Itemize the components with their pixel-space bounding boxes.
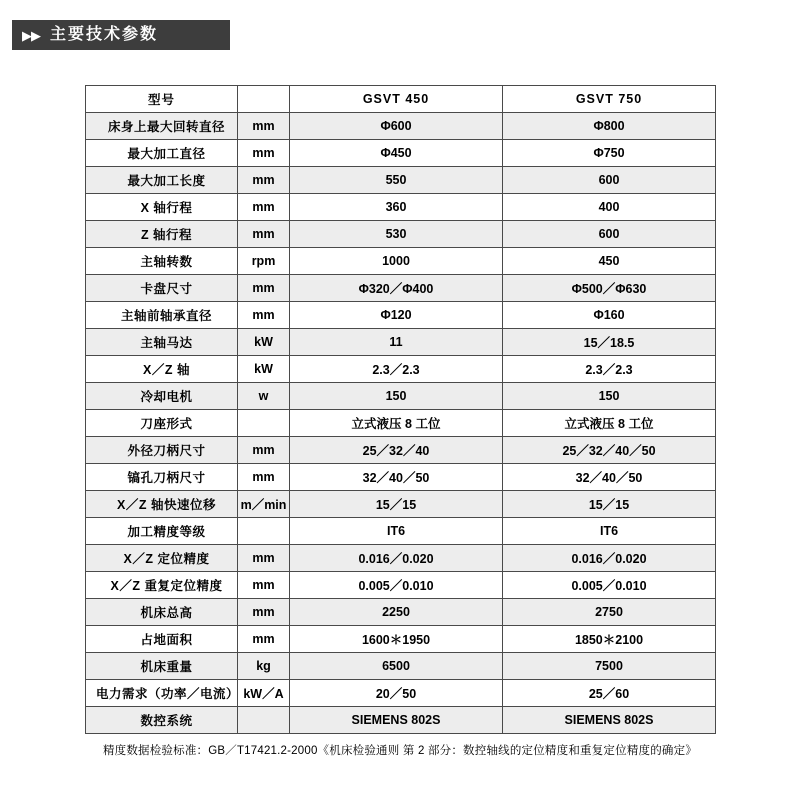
specifications-table (85, 85, 716, 734)
row-unit: mm (238, 599, 290, 626)
row-unit: kW／A (238, 680, 290, 707)
row-label: 机床重量 (86, 653, 238, 680)
accuracy-standard-footnote: 精度数据检验标准：GB／T17421.2-2000《机床检验通则 第 2 部分：数控轴线的定位精度和重复定位精度的确定》 (102, 745, 698, 757)
row-label: 外径刀柄尺寸 (86, 437, 238, 464)
table-row (86, 194, 716, 221)
row-unit: kg (238, 653, 290, 680)
row-label: 机床总高 (86, 599, 238, 626)
row-value-gsvt450: 0.016／0.020 (290, 545, 503, 572)
row-value-gsvt750: SIEMENS 802S (503, 707, 716, 734)
row-unit: w (238, 383, 290, 410)
row-label: 电力需求（功率／电流） (86, 680, 238, 707)
row-value-gsvt450: 550 (290, 167, 503, 194)
row-unit: mm (238, 302, 290, 329)
row-value-gsvt450: 360 (290, 194, 503, 221)
row-value-gsvt750: 400 (503, 194, 716, 221)
row-unit: mm (238, 113, 290, 140)
row-value-gsvt450: 25／32／40 (290, 437, 503, 464)
row-value-gsvt750: 450 (503, 248, 716, 275)
row-value-gsvt450: 20／50 (290, 680, 503, 707)
row-label: 冷却电机 (86, 383, 238, 410)
row-value-gsvt450: 6500 (290, 653, 503, 680)
row-label: 最大加工直径 (86, 140, 238, 167)
row-unit: mm (238, 464, 290, 491)
table-row (86, 653, 716, 680)
row-label: X／Z 定位精度 (86, 545, 238, 572)
table-row (86, 707, 716, 734)
row-unit: mm (238, 140, 290, 167)
row-unit: mm (238, 545, 290, 572)
table-row (86, 383, 716, 410)
table-row (86, 491, 716, 518)
table-row (86, 140, 716, 167)
row-unit: mm (238, 167, 290, 194)
double-arrow-icon: ▶▶ (22, 27, 40, 43)
table-row (86, 275, 716, 302)
row-value-gsvt450: 15／15 (290, 491, 503, 518)
row-label: 占地面积 (86, 626, 238, 653)
row-value-gsvt750: Φ500／Φ630 (503, 275, 716, 302)
column-header-gsvt450: GSVT 450 (290, 86, 503, 113)
row-value-gsvt750: 0.016／0.020 (503, 545, 716, 572)
section-title: 主要技术参数 (50, 26, 159, 43)
row-unit: m／min (238, 491, 290, 518)
row-unit: mm (238, 194, 290, 221)
row-label: Z 轴行程 (86, 221, 238, 248)
table-row (86, 518, 716, 545)
row-value-gsvt450: 0.005／0.010 (290, 572, 503, 599)
row-value-gsvt750: Φ800 (503, 113, 716, 140)
section-banner (12, 20, 230, 50)
row-unit (238, 518, 290, 545)
table-row (86, 167, 716, 194)
row-value-gsvt450: Φ120 (290, 302, 503, 329)
table-row (86, 248, 716, 275)
row-unit: mm (238, 626, 290, 653)
row-label: 加工精度等级 (86, 518, 238, 545)
row-value-gsvt450: SIEMENS 802S (290, 707, 503, 734)
row-value-gsvt750: Φ160 (503, 302, 716, 329)
row-value-gsvt750: 25／60 (503, 680, 716, 707)
row-value-gsvt450: 150 (290, 383, 503, 410)
table-row (86, 113, 716, 140)
row-value-gsvt750: 25／32／40／50 (503, 437, 716, 464)
row-label: 刀座形式 (86, 410, 238, 437)
row-value-gsvt450: 530 (290, 221, 503, 248)
row-value-gsvt750: 7500 (503, 653, 716, 680)
table-header-row (86, 86, 716, 113)
row-value-gsvt450: IT6 (290, 518, 503, 545)
row-value-gsvt450: 2.3／2.3 (290, 356, 503, 383)
table-row (86, 356, 716, 383)
row-label: X／Z 轴 (86, 356, 238, 383)
row-value-gsvt750: 2750 (503, 599, 716, 626)
row-value-gsvt750: 150 (503, 383, 716, 410)
row-value-gsvt750: 600 (503, 221, 716, 248)
row-value-gsvt450: 2250 (290, 599, 503, 626)
row-label: 主轴转数 (86, 248, 238, 275)
column-header-gsvt750: GSVT 750 (503, 86, 716, 113)
table-row (86, 410, 716, 437)
column-header-model: 型号 (86, 86, 238, 113)
row-value-gsvt750: 1850＊2100 (503, 626, 716, 653)
row-value-gsvt750: 2.3／2.3 (503, 356, 716, 383)
table-row (86, 545, 716, 572)
row-value-gsvt750: 立式液压 8 工位 (503, 410, 716, 437)
row-label: X／Z 重复定位精度 (86, 572, 238, 599)
row-label: 数控系统 (86, 707, 238, 734)
row-label: 卡盘尺寸 (86, 275, 238, 302)
row-unit: mm (238, 437, 290, 464)
row-value-gsvt450: 1600＊1950 (290, 626, 503, 653)
table-row (86, 680, 716, 707)
row-unit: rpm (238, 248, 290, 275)
row-unit (238, 410, 290, 437)
row-label: 床身上最大回转直径 (86, 113, 238, 140)
column-header-unit (238, 86, 290, 113)
row-value-gsvt450: 1000 (290, 248, 503, 275)
row-label: X 轴行程 (86, 194, 238, 221)
table-row (86, 626, 716, 653)
row-label: X／Z 轴快速位移 (86, 491, 238, 518)
row-unit: mm (238, 572, 290, 599)
row-value-gsvt750: IT6 (503, 518, 716, 545)
row-label: 主轴前轴承直径 (86, 302, 238, 329)
row-value-gsvt750: 32／40／50 (503, 464, 716, 491)
row-value-gsvt750: 600 (503, 167, 716, 194)
row-value-gsvt450: Φ600 (290, 113, 503, 140)
row-label: 镐孔刀柄尺寸 (86, 464, 238, 491)
row-label: 主轴马达 (86, 329, 238, 356)
row-value-gsvt750: 15／15 (503, 491, 716, 518)
table-row (86, 221, 716, 248)
specifications-table-wrap (85, 85, 715, 734)
row-value-gsvt450: 32／40／50 (290, 464, 503, 491)
row-unit: mm (238, 275, 290, 302)
table-row (86, 572, 716, 599)
row-value-gsvt450: Φ320／Φ400 (290, 275, 503, 302)
row-unit: mm (238, 221, 290, 248)
table-row (86, 437, 716, 464)
row-value-gsvt450: 立式液压 8 工位 (290, 410, 503, 437)
row-label: 最大加工长度 (86, 167, 238, 194)
row-value-gsvt750: Φ750 (503, 140, 716, 167)
row-value-gsvt750: 15／18.5 (503, 329, 716, 356)
table-row (86, 599, 716, 626)
table-row (86, 464, 716, 491)
row-value-gsvt450: 11 (290, 329, 503, 356)
row-value-gsvt450: Φ450 (290, 140, 503, 167)
table-row (86, 302, 716, 329)
row-value-gsvt750: 0.005／0.010 (503, 572, 716, 599)
table-row (86, 329, 716, 356)
row-unit: kW (238, 329, 290, 356)
row-unit (238, 707, 290, 734)
row-unit: kW (238, 356, 290, 383)
